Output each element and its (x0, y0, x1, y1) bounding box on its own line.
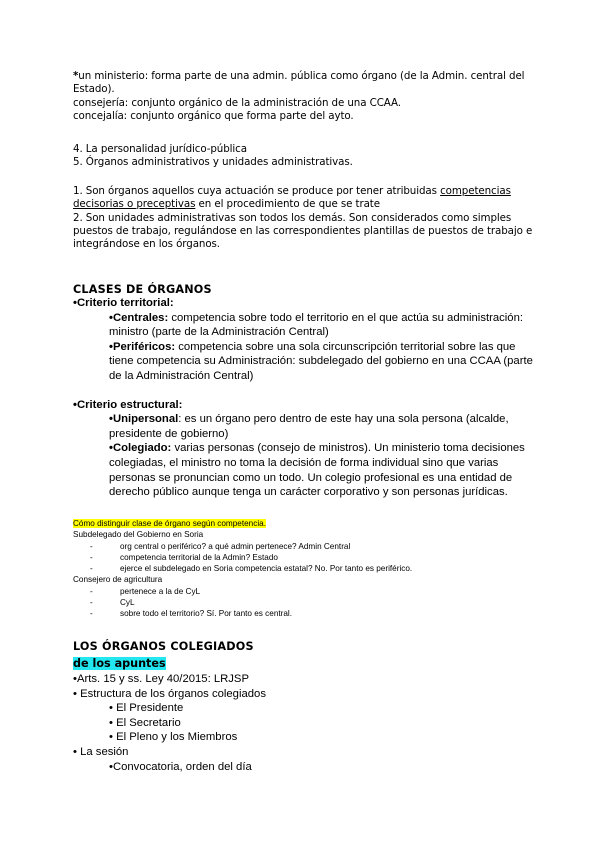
intro-block (73, 70, 533, 123)
territorial-title-text: •Criterio territorial: (73, 297, 174, 309)
item-text: competencia territorial de la Admin? Estado (120, 552, 278, 562)
subdelegado-title: Subdelegado del Gobierno en Soria (73, 530, 204, 540)
item-text: CyL (120, 598, 135, 608)
item-text: org central o periférico? a qué admin pertenece? Admin Central (120, 541, 351, 551)
dash-bullet: - (90, 564, 93, 574)
consejero-title: Consejero de agricultura (73, 575, 163, 585)
criterio-territorial-title (73, 296, 533, 311)
estructura-line: • Estructura de los órganos colegiados (73, 687, 266, 700)
apuntes-line (73, 654, 533, 672)
subdelegado-item (73, 541, 533, 552)
dash-bullet: - (90, 552, 93, 562)
unipersonal-text: : es un órgano pero dentro de este hay una sola persona (alcalde, presidente de gobierno) (109, 413, 509, 440)
clases-heading: CLASES DE ÓRGANOS (73, 283, 212, 296)
numbered-list (73, 143, 533, 170)
centrales-text: competencia sobre todo el territorio en el que actúa su administración: ministro (parte de la Administración Central) (109, 311, 524, 339)
item-text: pertenece a la de CyL (120, 586, 201, 596)
apuntes-highlight: de los apuntes (73, 657, 166, 670)
centrales-item (73, 311, 533, 340)
item-text: sobre todo el territorio? Sí. Por tanto es central. (120, 609, 293, 619)
underlined-phrase: competencias decisorias o preceptivas (73, 185, 511, 211)
estructura-item: • El Pleno y los Miembros (109, 731, 238, 744)
subdelegado-item (73, 552, 533, 563)
dash-bullet: - (90, 541, 93, 551)
intro-line-text: un ministerio: forma parte de una admin. pública como órgano (de la Admin. central del Estado). (73, 70, 525, 96)
colegiado-text: varias personas (consejo de ministros). Un ministerio toma decisiones colegiadas, el ministro no toma la decisión de forma individual sino que varias personas se pronuncian como un todo. Un colegio profesional es una entidad de derecho público aunque tenga un carácter corporativo y son personas jurídicas. (109, 442, 525, 499)
explanation-paragraph-1 (73, 185, 533, 212)
arts-line: •Arts. 15 y ss. Ley 40/2015: LRJSP (73, 673, 250, 685)
consejero-item (73, 597, 533, 608)
sesion-item: •Convocatoria, orden del día (109, 760, 252, 773)
consejero-item (73, 608, 533, 619)
dash-bullet: - (90, 609, 93, 619)
estructura-item: • El Secretario (109, 716, 181, 729)
intro-line-consejeria: consejería: conjunto orgánico de la administración de una CCAA. (73, 96, 401, 109)
colegiado-label: •Colegiado: (109, 442, 172, 455)
intro-line-ministerio (73, 70, 533, 97)
criterio-estructural-title (73, 398, 533, 413)
perifericos-label: •Periféricos: (109, 340, 176, 353)
perifericos-item (73, 340, 533, 384)
dash-bullet: - (90, 586, 93, 596)
item-text: ejerce el subdelegado en Soria competencia estatal? No. Por tanto es periférico. (120, 564, 413, 574)
subdelegado-item (73, 563, 533, 574)
estructural-title-text: •Criterio estructural: (73, 398, 183, 411)
sesion-line: • La sesión (73, 745, 129, 758)
estructura-item: • El Presidente (109, 702, 184, 715)
notes-title (73, 518, 533, 529)
perifericos-text: competencia sobre una sola circunscripción territorial sobre las que tiene competencia su Administración: subdelegado del gobierno en una CCAA (parte de la Administración Central) (109, 340, 533, 382)
notes-title-highlight: Cómo distinguir clase de órgano según competencia. (73, 519, 266, 528)
consejero-item (73, 586, 533, 597)
colegiados-section (73, 640, 533, 774)
unipersonal-label: •Unipersonal (109, 413, 179, 426)
colegiado-item (73, 441, 533, 499)
explanation-paragraph-2: 2. Son unidades administrativas son todos los demás. Son considerados como simples puestos de trabajo, regulándose en las correspondientes plantillas de puestos de trabajo e integrándose en los órganos. (73, 211, 533, 251)
dash-bullet: - (90, 598, 93, 608)
intro-line-concejalia: concejalía: conjunto orgánico que forma parte del ayto. (73, 109, 354, 122)
explanation-block (73, 185, 533, 251)
colegiados-heading: LOS ÓRGANOS COLEGIADOS (73, 640, 254, 653)
clases-section (73, 283, 533, 500)
numbered-item-4: 4. La personalidad jurídico-pública (73, 143, 247, 155)
centrales-label: •Centrales: (109, 311, 169, 324)
unipersonal-item (73, 412, 533, 441)
p1-start: 1. Son órganos aquellos cuya actuación se produce por tener atribuidas (73, 185, 441, 197)
p1-end: en el procedimiento de que se trate (195, 198, 380, 211)
notes-block (73, 518, 533, 620)
numbered-item-5: 5. Órganos administrativos y unidades administrativas. (73, 156, 353, 169)
asterisk: * (73, 70, 79, 82)
